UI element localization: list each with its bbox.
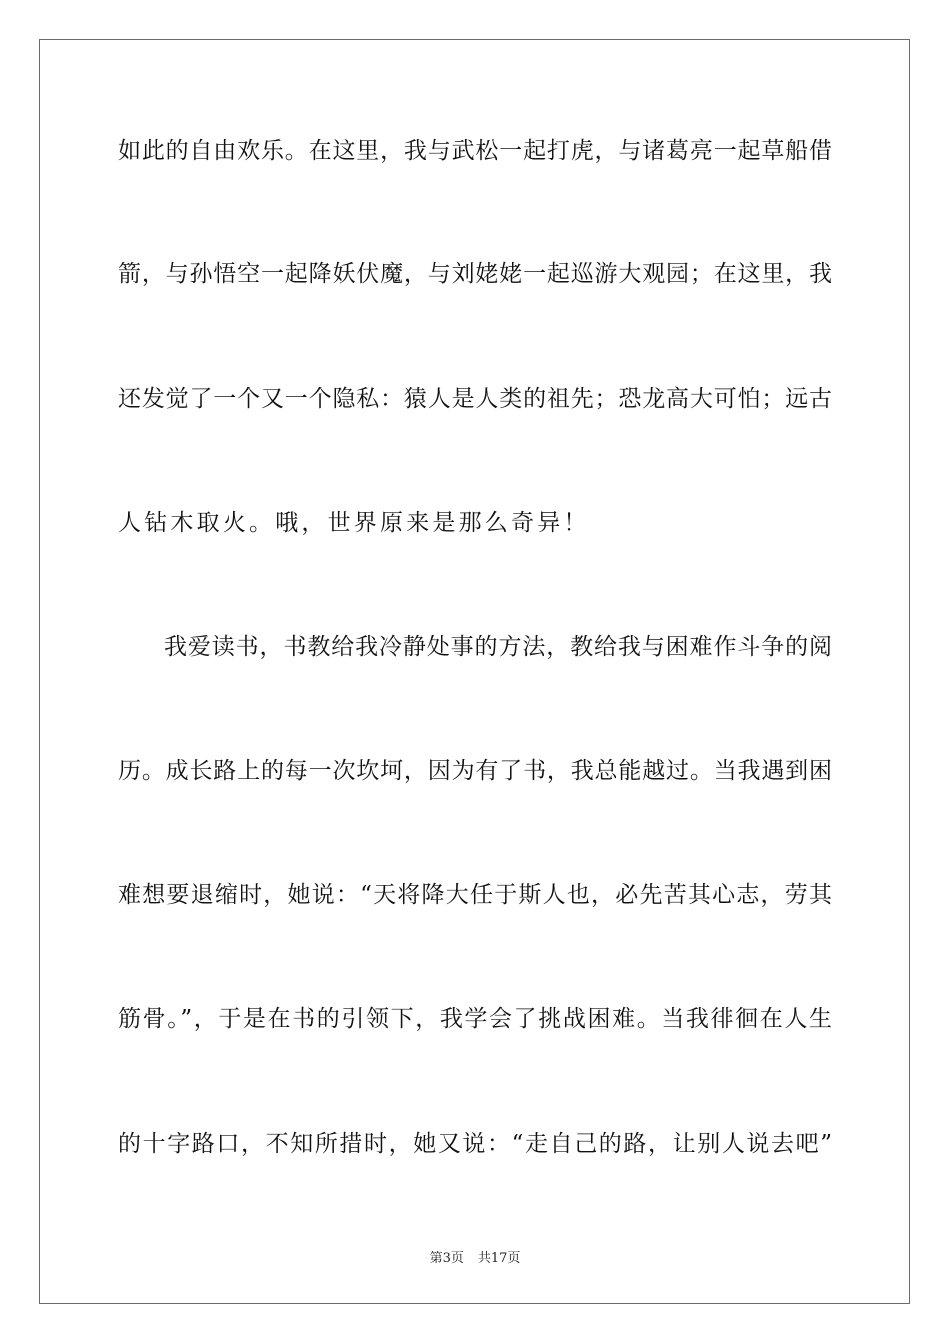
page-total: 共17页 bbox=[477, 1251, 521, 1266]
text-line-4: 人钻木取火。哦，世界原来是那么奇异！ bbox=[118, 510, 590, 536]
text-line-1: 如此的自由欢乐。在这里，我与武松一起打虎，与诸葛亮一起草船借 bbox=[118, 138, 832, 164]
page-frame bbox=[39, 39, 910, 1304]
text-line-8: 筋骨。”，于是在书的引领下，我学会了挑战困难。当我徘徊在人生 bbox=[118, 1006, 832, 1032]
text-line-9: 的十字路口，不知所措时，她又说：“走自己的路，让别人说去吧” bbox=[118, 1131, 832, 1157]
page-number: 第3页 bbox=[429, 1251, 464, 1266]
text-line-2: 箭，与孙悟空一起降妖伏魔，与刘姥姥一起巡游大观园；在这里，我 bbox=[118, 261, 832, 287]
text-line-3: 还发觉了一个又一个隐私：猿人是人类的祖先；恐龙高大可怕；远古 bbox=[118, 386, 832, 412]
text-line-7: 难想要退缩时，她说：“天将降大任于斯人也，必先苦其心志，劳其 bbox=[118, 882, 832, 908]
page-footer bbox=[0, 1247, 950, 1266]
text-line-5: 我爱读书，书教给我冷静处事的方法，教给我与困难作斗争的阅 bbox=[164, 634, 832, 660]
text-line-6: 历。成长路上的每一次坎坷，因为有了书，我总能越过。当我遇到困 bbox=[118, 758, 832, 784]
